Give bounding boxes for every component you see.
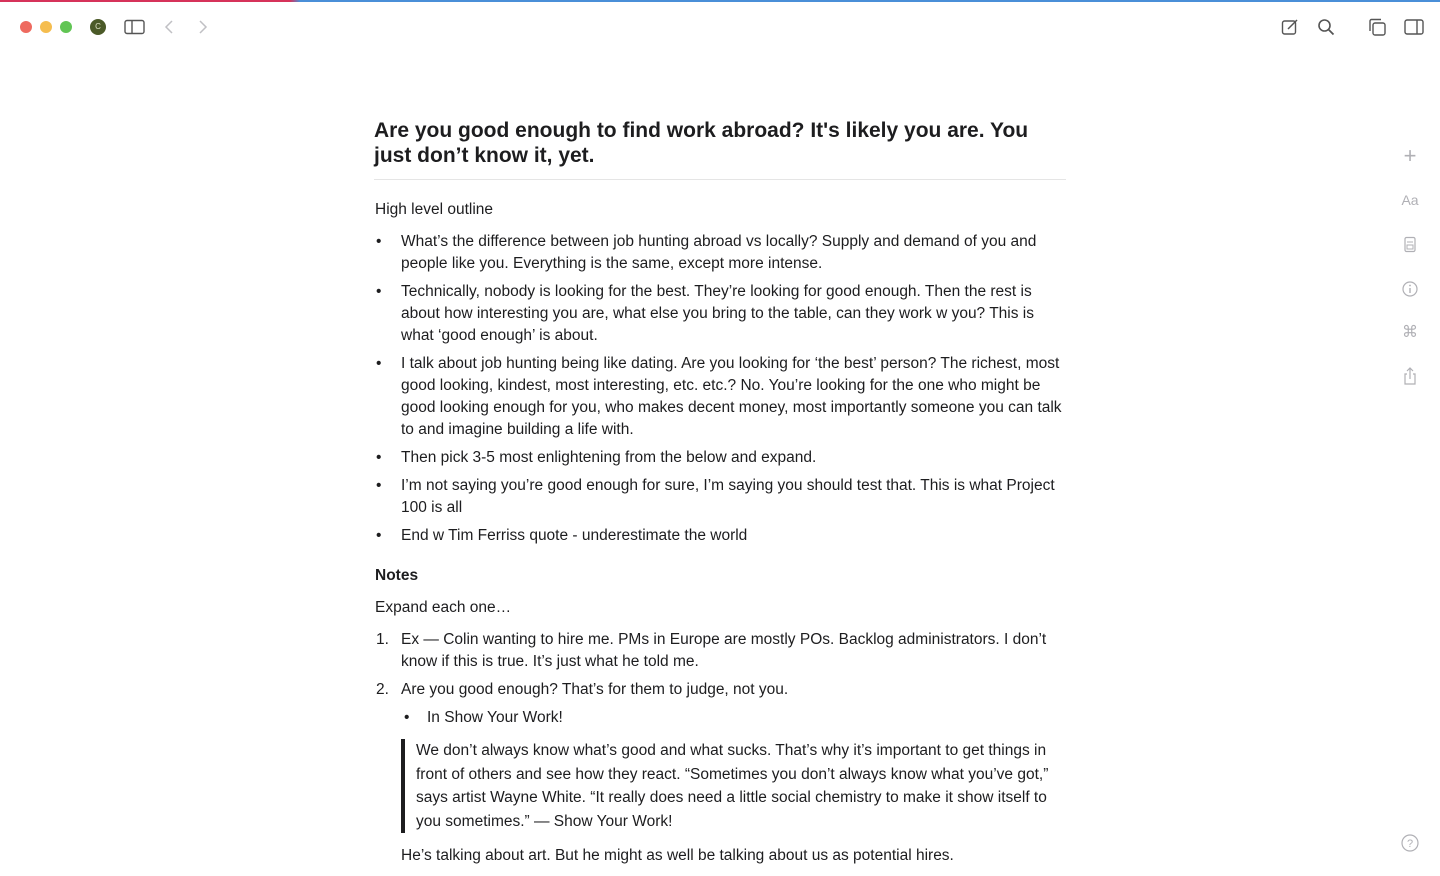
share-icon[interactable] bbox=[1400, 367, 1420, 385]
close-button[interactable] bbox=[20, 21, 32, 33]
list-item bbox=[374, 629, 1066, 673]
numbered-list bbox=[374, 629, 1066, 701]
help-icon[interactable] bbox=[1400, 834, 1420, 852]
checklist-icon[interactable] bbox=[1400, 236, 1420, 254]
list-item bbox=[374, 353, 1066, 441]
format-icon[interactable]: Aa bbox=[1401, 192, 1419, 208]
list-item-text: Then pick 3-5 most enlightening from the below and expand. bbox=[401, 449, 817, 466]
list-item bbox=[374, 525, 1066, 547]
add-icon[interactable]: + bbox=[1403, 143, 1417, 168]
forward-icon[interactable] bbox=[197, 19, 209, 35]
sub-list-item bbox=[374, 707, 1066, 729]
list-item-text: Technically, nobody is looking for the best. They’re looking for good enough. Then the rest is about how interesting you are, what else you bring to the table, can they work w you? This is what ‘good enough’ is about. bbox=[401, 283, 1034, 344]
note-editor[interactable] bbox=[374, 118, 1066, 876]
expand-text: Expand each one… bbox=[375, 599, 512, 616]
svg-text:?: ? bbox=[1406, 838, 1414, 850]
command-icon[interactable]: ⌘ bbox=[1402, 324, 1418, 341]
compose-icon[interactable] bbox=[1281, 18, 1299, 36]
bullet: • bbox=[404, 709, 410, 726]
list-item bbox=[374, 231, 1066, 275]
info-icon[interactable] bbox=[1400, 280, 1420, 298]
bullet: • bbox=[376, 283, 382, 300]
paragraph: He’s talking about art. But he might as well be talking about us as potential hires. bbox=[401, 847, 954, 864]
bullet: • bbox=[376, 449, 382, 466]
list-item-text: I’m not saying you’re good enough for sure, I’m saying you should test that. This is what Project 100 is all bbox=[401, 477, 1055, 516]
list-item-text: End w Tim Ferriss quote - underestimate the world bbox=[401, 527, 748, 544]
outline-intro: High level outline bbox=[375, 201, 494, 218]
list-item-text: Are you good enough? That’s for them to judge, not you. bbox=[401, 681, 789, 698]
note-title: Are you good enough to find work abroad? It's likely you are. You just don’t know it, yet. bbox=[374, 118, 1066, 180]
list-item bbox=[374, 475, 1066, 519]
bullet: • bbox=[376, 527, 382, 544]
list-item bbox=[374, 281, 1066, 347]
search-icon[interactable] bbox=[1317, 18, 1335, 36]
bullet: • bbox=[376, 477, 382, 494]
bullet: • bbox=[376, 355, 382, 372]
list-item-text: I talk about job hunting being like dating. Are you looking for ‘the best’ person? The richest, most good looking, kindest, most interesting, etc. etc.? No. You’re looking for the one who might be good looking enough for you, who makes decent money, most importantly someone you can talk to and imagine building a life with. bbox=[401, 355, 1062, 438]
gallery-view-icon[interactable] bbox=[1368, 18, 1387, 36]
block-quote: We don’t always know what’s good and what sucks. That’s why it’s important to get things in front of others and see how they react. “Sometimes you don’t always know what you’ve got,” says artist Wayne White. “It really does need a little social chemistry to make it show itself to you sometimes.” — Show Your Work! bbox=[401, 739, 1066, 833]
list-item-text: Ex — Colin wanting to hire me. PMs in Europe are mostly POs. Backlog administrators. I don’t know if this is true. It’s just what he told me. bbox=[401, 631, 1047, 670]
list-number: 2. bbox=[376, 681, 389, 698]
zoom-button[interactable] bbox=[60, 21, 72, 33]
list-item bbox=[374, 447, 1066, 469]
minimize-button[interactable] bbox=[40, 21, 52, 33]
bullet: • bbox=[376, 233, 382, 250]
back-icon[interactable] bbox=[163, 19, 175, 35]
outline-list bbox=[374, 231, 1066, 547]
list-item-text: What’s the difference between job hunting abroad vs locally? Supply and demand of you and people like you. Everything is the same, except more intense. bbox=[401, 233, 1037, 272]
list-item bbox=[374, 679, 1066, 701]
toolbar bbox=[0, 0, 1440, 54]
inspector-toggle-icon[interactable] bbox=[1404, 19, 1424, 35]
list-item-text: In Show Your Work! bbox=[427, 709, 563, 726]
account-avatar[interactable]: C bbox=[90, 19, 106, 35]
notes-heading: Notes bbox=[375, 567, 419, 584]
list-number: 1. bbox=[376, 631, 389, 648]
sidebar-toggle-icon[interactable] bbox=[124, 19, 145, 35]
